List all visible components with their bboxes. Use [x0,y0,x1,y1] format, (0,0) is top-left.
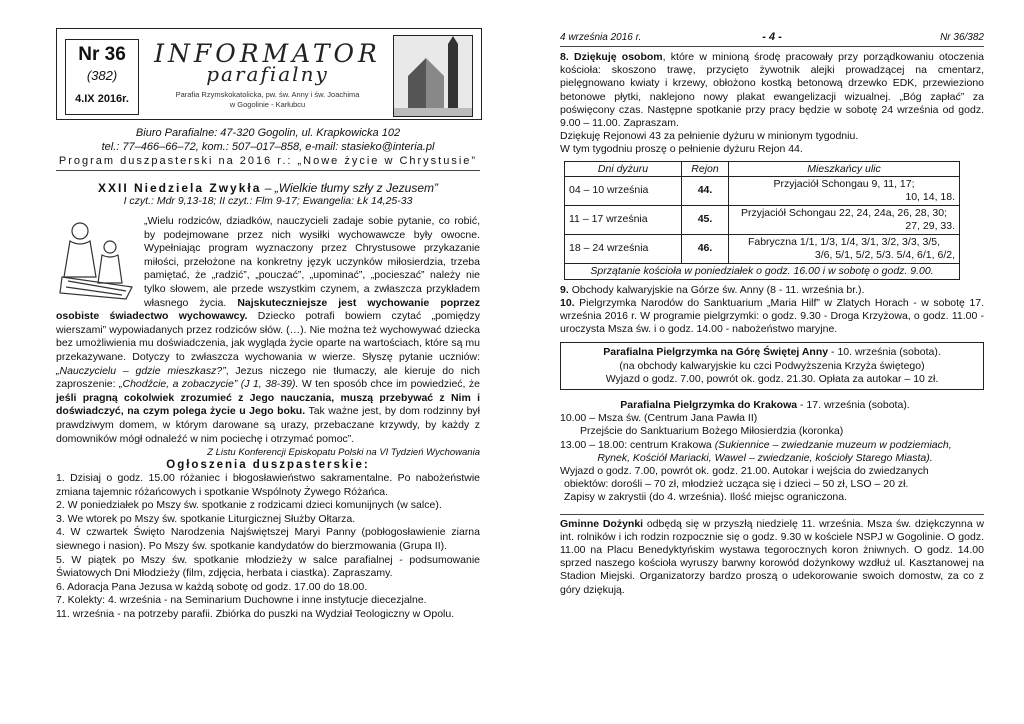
announcement-item: 7. Kolekty: 4. września - na Seminarium Duchowne i inne instytucje diecezjalne. [56,594,427,607]
announcement-item: 11. września - na potrzeby parafii. Zbiórka do puszki na Wydział Teologiczny w Opolu. [56,608,455,621]
thanks-paragraph: 8. Dziękuję osobom, które w minioną środę pracowały przy porządkowaniu otoczenia kościoła: skoszono trawę, przycięto żywotnik alejki prowadzącej na cmentarz, pielęgnowano kwiaty i krzewy, obłożono kostką betonową drzewko EDK, przewieziono betonowe płytki, naklejono nowy plakat ewangelizacji wizualnej. „Bóg zapłać” za poświęcony czas. Następne spotkanie przy pracy będzie w sobotę 24 września od godz. 9.00 – 11.00. Zapraszam. [560,51,984,130]
header-date: 4 września 2016 r. [560,32,642,43]
announcement-item: 4. W czwartek Święto Narodzenia Najświętszej Maryi Panny (pobłogosławienie ziarna siewnego i nasion). Po Mszy św. spotkanie kandydatów do bierzmowania (Grupa II). [56,526,480,553]
harvest-festival: Gminne Dożynki odbędą się w przyszłą niedzielę 11. września. Msza św. dziękczynna w int. rolników i ich rodzin rozpocznie się o godz. 9.30 w kościele NSPJ w Gogolinie. O godz. 11.00 na Placu Benedyktyńskim wystawa tegorocznych koron żniwnych. O godz. 14.00 sprzed naszego kościoła wyruszy barwny korowód dożynkowy wzdłuż ul. Kasztanowej na Stadion Miejski. Organizatorzy bardzo proszą o udekorowanie swoich domostw, za co z góry dziękują. [560,514,984,597]
announcement-item: 6. Adoracja Pana Jezusa w każdą sobotę od godz. 17.00 do 18.00. [56,580,368,593]
table-row: 11 – 17 września 45. Przyjaciół Schongau 22, 24, 24a, 26, 28, 30; 27, 29, 33. [565,205,960,234]
parish-name: Parafia Rzymskokatolicka, pw. św. Anny i św. Joachima w Gogolinie - Karłubcu [175,90,360,109]
announcement-item: 3. We wtorek po Mszy św. spotkanie Liturgicznej Służby Ołtarza. [56,512,356,525]
table-row: 04 – 10 września 44. Przyjaciół Schongau 9, 11, 17; 10, 14, 18. [565,176,960,205]
right-page [512,0,1024,724]
duty-table [564,161,960,280]
family-drawing-icon [56,217,138,305]
table-header-row: Dni dyżuru Rejon Mieszkańcy ulic [565,161,960,176]
table-note-row: Sprzątanie kościoła w poniedziałek o godz. 16.00 i w sobotę o godz. 9.00. [565,263,960,279]
issue-box [65,39,139,115]
title-box [145,39,390,113]
duty-thanks: Dziękuję Rejonowi 43 za pełnienie dyżuru w minionym tygodniu. W tym tygodniu proszę o pełnienie dyżuru Rejon 44. [560,130,859,156]
page-header [560,32,984,47]
announcement-item: 5. W piątek po Mszy św. spotkanie młodzieży w salce parafialnej - podsumowanie Światowych Dni Młodzieży (film, zdjęcia, herbata i ciastka). Zapraszamy. [56,553,480,580]
pastoral-program: Program duszpasterski na 2016 r.: „Nowe życie w Chrystusie” [56,155,480,171]
announcement-item: 2. W poniedziałek po Mszy św. spotkanie z rodzicami dzieci komunijnych (w salce). [56,499,442,512]
table-row: 18 – 24 września 46. Fabryczna 1/1, 1/3, 1/4, 3/1, 3/2, 3/3, 3/5, 3/6, 5/1, 5/2, 5/3. 5/4, 6/1, 6/2, [565,234,960,263]
newsletter-subtitle: parafialny [206,62,329,86]
bishops-letter: „Wielu rodziców, dziadków, nauczycieli zadaje sobie pytanie, co robić, by podejmowane przez nich wysiłki wychowawcze były owocne. Wypełniając program wyznaczony przez Chrystusowe przykazanie miłości, przełożone na konkretny język uczynków miłosierdzia, trzeba pamiętać, że „radzić”, „pouczać”, „upominać”, „pocieszać” należy nie tylko słowem, ale przede wszystkim czynem, a zwłaszcza przykładem własnego życia. Najskuteczniejsze jest wychowanie poprzez osobiste świadectwo wychowawcy. Dziecko potrafi bowiem czytać „pomiędzy wierszami” wypowiadanych przez rodziców słów. (…). Nie można też wychowywać dziecka bez umożliwienia mu doświadczenia, jak wygląda życie oparte na wartościach, które są mu przekazywane. Dotyczy to zwłaszcza wychowania w wierze. Słyszę pytanie uczniów: „Nauczycielu – gdzie mieszkasz?”, Jezus niczego nie tłumaczy, ale kieruje do nich zaproszenie: „Chodźcie, a zobaczycie” (J 1, 38-39). W ten sposób chce im powiedzieć, że jeśli pragną cokolwiek zrozumieć z Jego nauczania, muszą przebywać z Nim i doświadczyć, na czym polega życie u Jego boku. Tak ważne jest, by dom rodzinny był prawdziwym domem, w którym darowane są urazy, przebaczane krzywdy, by każdy z domowników mógł odnaleźć w nim pociechę i otrzymać pomoc”. [56,215,481,445]
readings: I czyt.: Mdr 9,13-18; II czyt.: Flm 9-17; Ewangelia: Łk 14,25-33 [123,195,413,207]
letter-source: Z Listu Konferencji Episkopatu Polski na VI Tydzień Wychowania [207,447,480,459]
header-issue: Nr 36/382 [940,32,984,43]
item-9: 9. Obchody kalwaryjskie na Górze św. Anny (8 - 11. września br.). [560,283,865,296]
church-photo [393,35,473,117]
issue-number: Nr 36 [78,44,126,65]
announcement-item: 1. Dzisiaj o godz. 15.00 różaniec i błogosławieństwo sakramentalne. Po nabożeństwie zmiana tajemnic różańcowych i spotkanie Wspólnoty Żywego Różańca. [56,472,480,498]
church-icon [394,36,472,116]
masthead [56,28,482,120]
pilgrimage-krakow: Parafialna Pielgrzymka do Krakowa - 17. września (sobota). 10.00 – Msza św. (Centrum Jana Pawła II) Przejście do Sanktuarium Bożego Miłosierdzia (koronka) 13.00 – 18.00: centrum Krakowa (Sukiennice – zwiedzanie muzeum w podziemiach, Rynek, Kościół Mariacki, Wawel – zwiedzanie, kościoły Starego Miasta). Wyjazd o godz. 7.00, powrót ok. godz. 21.00. Autokar i wejścia do zwiedzanych obiektów: dorośli – 70 zł, młodzież ucząca się i dzieci – 50 zł, LSO – 20 zł. Zapisy w zakrystii (do 4. września). Ilość miejsc ograniczona. [560,399,952,504]
announcements-list [56,472,480,622]
parish-office: Biuro Parafialne: 47-320 Gogolin, ul. Krapkowicka 102 tel.: 77–466–66–72, kom.: 507–017–858, e-mail: stasieko@interia.pl [101,127,435,153]
sunday-heading: XXII Niedziela Zwykła – „Wielkie tłumy szły z Jezusem” [98,181,438,195]
issue-date: 4.IX 2016r. [75,93,129,105]
item-10: 10. Pielgrzymka Narodów do Sanktuarium „Maria Hilf” w Zlatych Horach - w sobotę 17. września 2016 r. W programie pielgrzymki: o godz. 9.30 - Droga Krzyżowa, o godz. 11.00 - uroczysta Msza św. i o godz. 14.00 - nabożeństwo maryjne. [560,296,984,336]
issue-number-total: (382) [86,68,118,83]
announcements-title: Ogłoszenia duszpasterskie: [166,459,370,472]
page-number: - 4 - [762,31,782,43]
newsletter-title: INFORMATOR [154,39,381,68]
pilgrimage-anna-box: Parafialna Pielgrzymka na Górę Świętej Anny - 10. września (sobota). (na obchody kalwaryjskie ku czci Podwyższenia Krzyża świętego) Wyjazd o godz. 7.00, powrót ok. godz. 21.30. Opłata za autokar – 10 zł. [560,342,984,390]
